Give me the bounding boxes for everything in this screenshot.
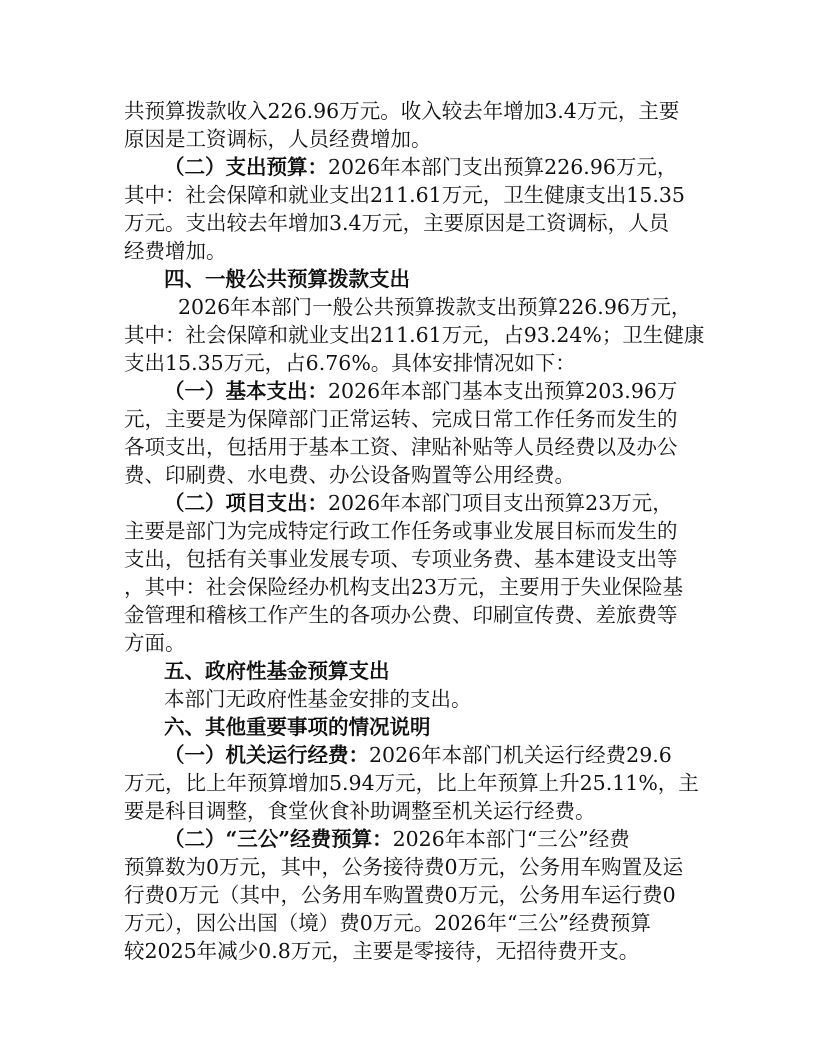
text-line bbox=[164, 377, 677, 405]
text: 原因是工资调标，人员经费增加。 bbox=[124, 127, 432, 151]
text: 其中：社会保障和就业支出211.61万元，卫生健康支出15.35 bbox=[124, 183, 685, 207]
text-line bbox=[164, 685, 472, 713]
text: ，其中：社会保险经办机构支出23万元，主要用于失业保险基 bbox=[124, 575, 684, 599]
text-line bbox=[164, 489, 673, 517]
text-line bbox=[124, 853, 683, 881]
heading-text: 五、政府性基金预算支出 bbox=[164, 659, 390, 683]
text-line bbox=[124, 545, 678, 573]
text: 2026年本部门基本支出预算203.96万 bbox=[328, 379, 678, 403]
text: 万元。支出较去年增加3.4万元，主要原因是工资调标，人员 bbox=[124, 211, 670, 235]
text: 费、印刷费、水电费、办公设备购置等公用经费。 bbox=[124, 463, 575, 487]
text: 2026年本部门“三公”经费 bbox=[392, 827, 630, 851]
text-line bbox=[124, 573, 683, 601]
subsection-label: （一）机关运行经费： bbox=[164, 743, 369, 767]
text: 本部门无政府性基金安排的支出。 bbox=[164, 687, 472, 711]
text-line bbox=[164, 825, 630, 853]
text-line bbox=[124, 237, 227, 265]
text-line bbox=[124, 797, 596, 825]
text-line bbox=[124, 97, 679, 125]
text: 方面。 bbox=[124, 631, 186, 655]
text-line bbox=[164, 153, 677, 181]
text-line bbox=[124, 769, 699, 797]
text-line bbox=[124, 405, 678, 433]
section-heading bbox=[164, 713, 431, 741]
subsection-label: （二）项目支出： bbox=[164, 491, 328, 515]
text-line bbox=[164, 741, 672, 769]
text: 2026年本部门项目支出预算23万元， bbox=[328, 491, 673, 515]
text-line bbox=[124, 181, 685, 209]
text: 其中：社会保障和就业支出211.61万元，占93.24%；卫生健康 bbox=[124, 323, 705, 347]
text-line bbox=[124, 601, 678, 629]
subsection-label: （二）“三公”经费预算： bbox=[164, 827, 393, 851]
text: 支出，包括有关事业发展专项、专项业务费、基本建设支出等 bbox=[124, 547, 678, 571]
text: 2026年本部门机关运行经费29.6 bbox=[369, 743, 672, 767]
text: 经费增加。 bbox=[124, 239, 227, 263]
text-line bbox=[178, 293, 691, 321]
text-line bbox=[124, 517, 678, 545]
text: 万元，比上年预算增加5.94万元，比上年预算上升25.11%，主 bbox=[124, 771, 699, 795]
text-line bbox=[124, 937, 639, 965]
text: 支出15.35万元，占6.76%。具体安排情况如下： bbox=[124, 351, 576, 375]
section-heading bbox=[164, 657, 390, 685]
text: 各项支出，包括用于基本工资、津贴补贴等人员经费以及办公 bbox=[124, 435, 678, 459]
subsection-label: （二）支出预算： bbox=[164, 155, 328, 179]
text-line bbox=[124, 433, 678, 461]
text: 万元），因公出国（境）费0万元。2026年“三公”经费预算 bbox=[124, 911, 651, 935]
text-line bbox=[124, 881, 676, 909]
text-line bbox=[124, 461, 575, 489]
text: 主要是部门为完成特定行政工作任务或事业发展目标而发生的 bbox=[124, 519, 678, 543]
subsection-label: （一）基本支出： bbox=[164, 379, 328, 403]
text: 金管理和稽核工作产生的各项办公费、印刷宣传费、差旅费等 bbox=[124, 603, 678, 627]
text: 共预算拨款收入226.96万元。收入较去年增加3.4万元，主要 bbox=[124, 99, 680, 123]
text: 行费0万元（其中，公务用车购置费0万元，公务用车运行费0 bbox=[124, 883, 676, 907]
text: 要是科目调整，食堂伙食补助调整至机关运行经费。 bbox=[124, 799, 596, 823]
section-heading bbox=[164, 265, 410, 293]
text-line bbox=[124, 125, 432, 153]
text-line bbox=[124, 349, 576, 377]
heading-text: 四、一般公共预算拨款支出 bbox=[164, 267, 410, 291]
text-line bbox=[124, 321, 704, 349]
text: 预算数为0万元，其中，公务接待费0万元，公务用车购置及运 bbox=[124, 855, 684, 879]
text-line bbox=[124, 209, 669, 237]
text: 元，主要是为保障部门正常运转、完成日常工作任务而发生的 bbox=[124, 407, 678, 431]
text: 2026年本部门一般公共预算拨款支出预算226.96万元， bbox=[178, 295, 692, 319]
text-line bbox=[124, 909, 651, 937]
text: 2026年本部门支出预算226.96万元， bbox=[328, 155, 678, 179]
text-line bbox=[124, 629, 186, 657]
heading-text: 六、其他重要事项的情况说明 bbox=[164, 715, 431, 739]
text: 较2025年减少0.8万元，主要是零接待，无招待费开支。 bbox=[124, 939, 640, 963]
